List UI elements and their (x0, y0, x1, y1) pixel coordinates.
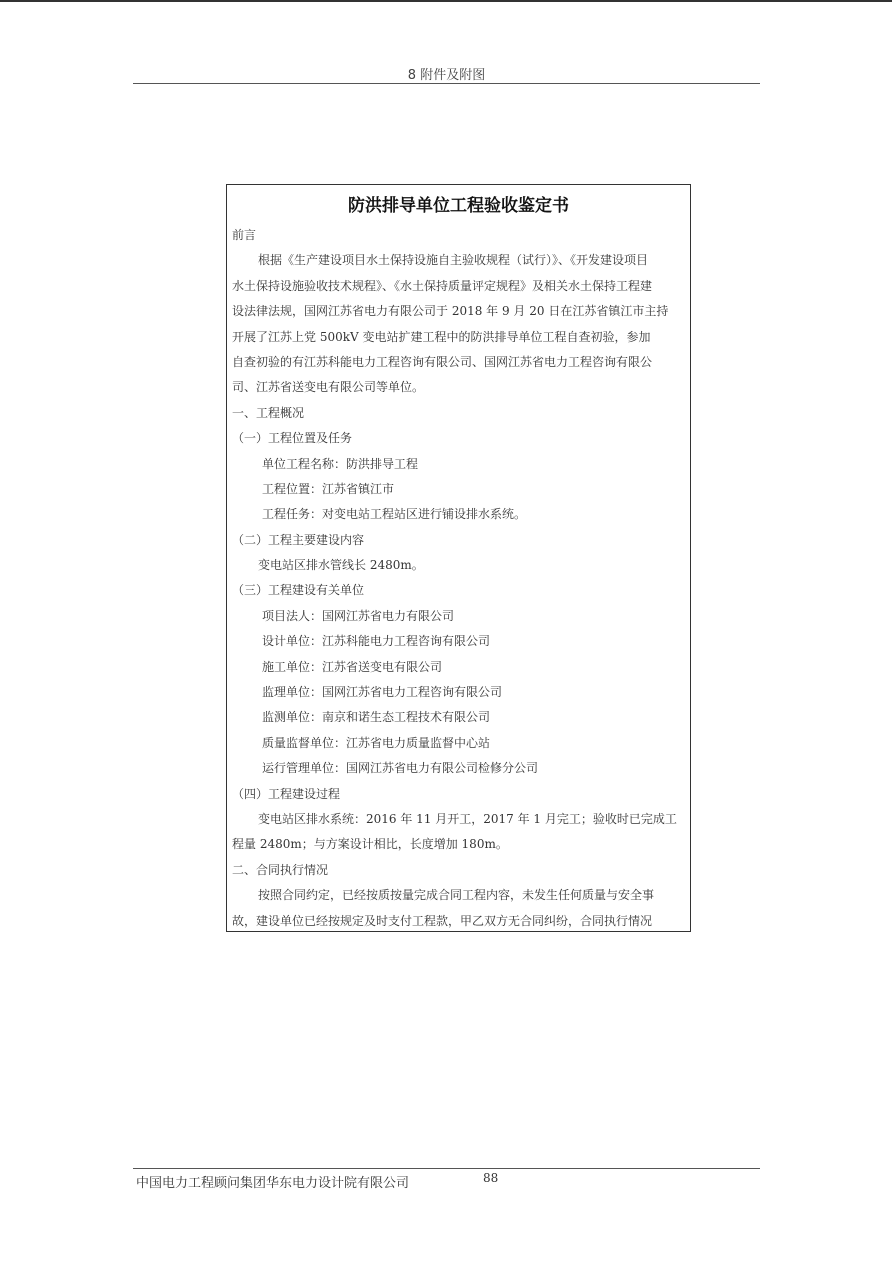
document-line: （一）工程位置及任务 (232, 431, 353, 446)
document-line: 故，建设单位已经按规定及时支付工程款，甲乙双方无合同纠纷，合同执行情况 (232, 913, 653, 928)
document-line: 设计单位：江苏科能电力工程咨询有限公司 (262, 634, 491, 649)
document-line: 开展了江苏上党 500kV 变电站扩建工程中的防洪排导单位工程自查初验，参加 (232, 329, 651, 344)
document-line: （四）工程建设过程 (232, 786, 341, 801)
document-line: 施工单位：江苏省送变电有限公司 (262, 659, 443, 674)
document-line: （三）工程建设有关单位 (232, 583, 365, 598)
document-line: 监测单位：南京和诺生态工程技术有限公司 (262, 710, 491, 725)
page-number: 88 (483, 1171, 499, 1185)
document-line: 设法律法规，国网江苏省电力有限公司于 2018 年 9 月 20 日在江苏省镇江市主持 (232, 304, 669, 319)
document-line: 按照合同约定，已经按质按量完成合同工程内容，未发生任何质量与安全事 (258, 888, 655, 903)
document-line: 监理单位：国网江苏省电力工程咨询有限公司 (262, 685, 503, 700)
document-line: 运行管理单位：国网江苏省电力有限公司检修分公司 (262, 761, 539, 776)
document-line: 工程位置：江苏省镇江市 (262, 481, 395, 496)
document-line: （二）工程主要建设内容 (232, 532, 365, 547)
document-title: 防洪排导单位工程验收鉴定书 (348, 196, 569, 216)
document-line: 前言 (232, 228, 257, 242)
document-line: 一、工程概况 (232, 405, 305, 420)
footer-rule (133, 1168, 760, 1169)
top-border-rule (0, 0, 892, 2)
document-line: 自查初验的有江苏科能电力工程咨询有限公司、国网江苏省电力工程咨询有限公 (232, 354, 653, 369)
document-line: 单位工程名称：防洪排导工程 (262, 456, 419, 471)
page-header-section: 8 附件及附图 (407, 68, 486, 83)
document-line: 程量 2480m；与方案设计相比，长度增加 180m。 (232, 837, 508, 852)
appraisal-document-box (226, 184, 691, 932)
footer-company-name: 中国电力工程顾问集团华东电力设计院有限公司 (136, 1176, 410, 1191)
document-body (232, 223, 685, 932)
document-line: 二、合同执行情况 (232, 862, 329, 877)
document-line: 根据《生产建设项目水土保持设施自主验收规程（试行）》、《开发建设项目 (258, 253, 649, 268)
document-line: 工程任务：对变电站工程站区进行铺设排水系统。 (262, 507, 527, 522)
document-line: 水土保持设施验收技术规程》、《水土保持质量评定规程》及相关水土保持工程建 (232, 278, 653, 293)
document-line: 质量监督单位：江苏省电力质量监督中心站 (262, 735, 491, 750)
document-line: 项目法人：国网江苏省电力有限公司 (262, 608, 455, 623)
header-rule (133, 83, 760, 84)
document-line: 变电站区排水系统：2016 年 11 月开工，2017 年 1 月完工；验收时已完成工 (258, 811, 677, 826)
document-line: 变电站区排水管线长 2480m。 (258, 558, 424, 573)
document-line: 司、江苏省送变电有限公司等单位。 (232, 380, 425, 395)
